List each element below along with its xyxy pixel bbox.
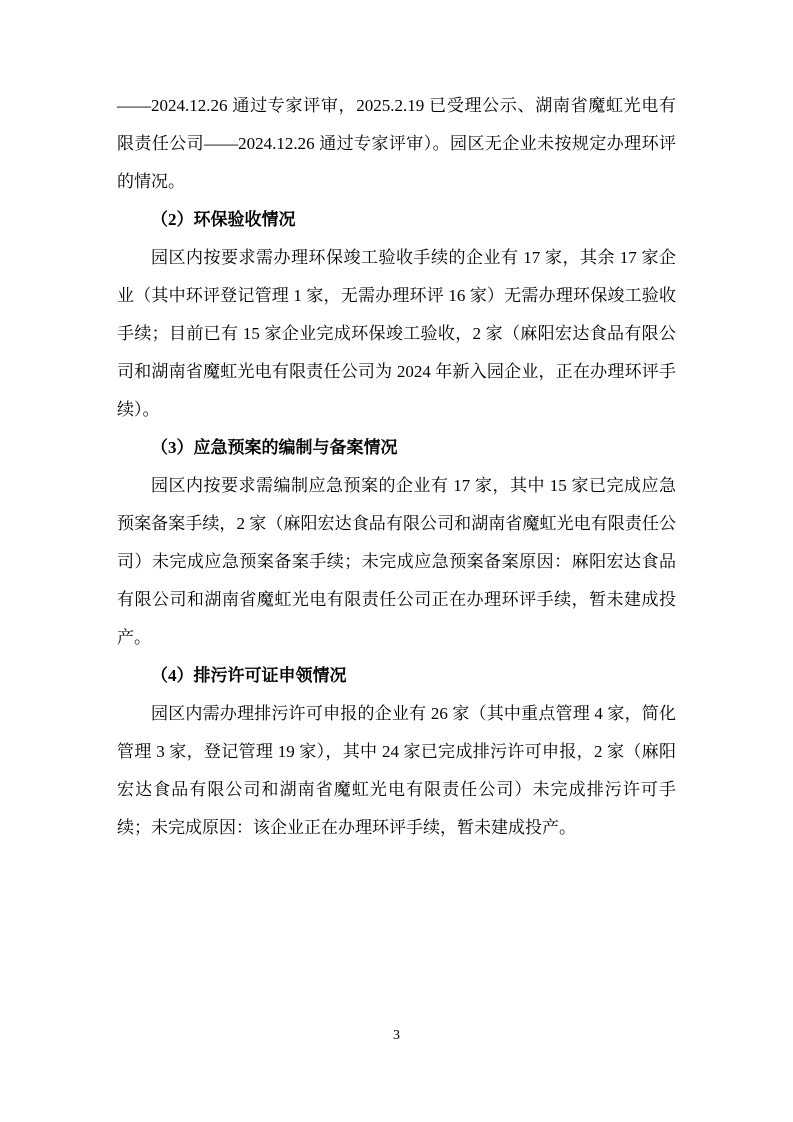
section-heading-3-emergency-plan: （3）应急预案的编制与备案情况: [151, 438, 398, 457]
page-number: 3: [393, 1028, 400, 1043]
paragraph-emergency-plan-status: 园区内按要求需编制应急预案的企业有 17 家，其中 15 家已完成应急预案备案手续，2 家（麻阳宏达食品有限公司和湖南省魔虹光电有限责任公司）未完成应急预案备案手续；未完成应急预案备案原因：麻阳宏达食品有限公司和湖南省魔虹光电有限责任公司正在办理环评手续，暂未建成投产。: [117, 476, 676, 647]
section-heading-4-discharge-permit: （4）排污许可证申领情况: [151, 666, 347, 685]
document-body: [117, 87, 676, 847]
section-heading-2-acceptance: （2）环保验收情况: [151, 210, 296, 229]
paragraph-acceptance-status: 园区内按要求需办理环保竣工验收手续的企业有 17 家，其余 17 家企业（其中环评登记管理 1 家，无需办理环评 16 家）无需办理环保竣工验收手续；目前已有 15 家企业完成环保竣工验收，2 家（麻阳宏达食品有限公司和湖南省魔虹光电有限责任公司为 2024 年新入园企业，正在办理环评手续）。: [117, 248, 676, 419]
paragraph-discharge-permit-status: 园区内需办理排污许可申报的企业有 26 家（其中重点管理 4 家，简化管理 3 家，登记管理 19 家），其中 24 家已完成排污许可申报，2 家（麻阳宏达食品有限公司和湖南省魔虹光电有限责任公司）未完成排污许可手续；未完成原因：该企业正在办理环评手续，暂未建成投产。: [117, 704, 676, 837]
paragraph-environmental-review-continuation: ——2024.12.26 通过专家评审，2025.2.19 已受理公示、湖南省魔虹光电有限责任公司——2024.12.26 通过专家评审）。园区无企业未按规定办理环评的情况。: [117, 96, 676, 191]
